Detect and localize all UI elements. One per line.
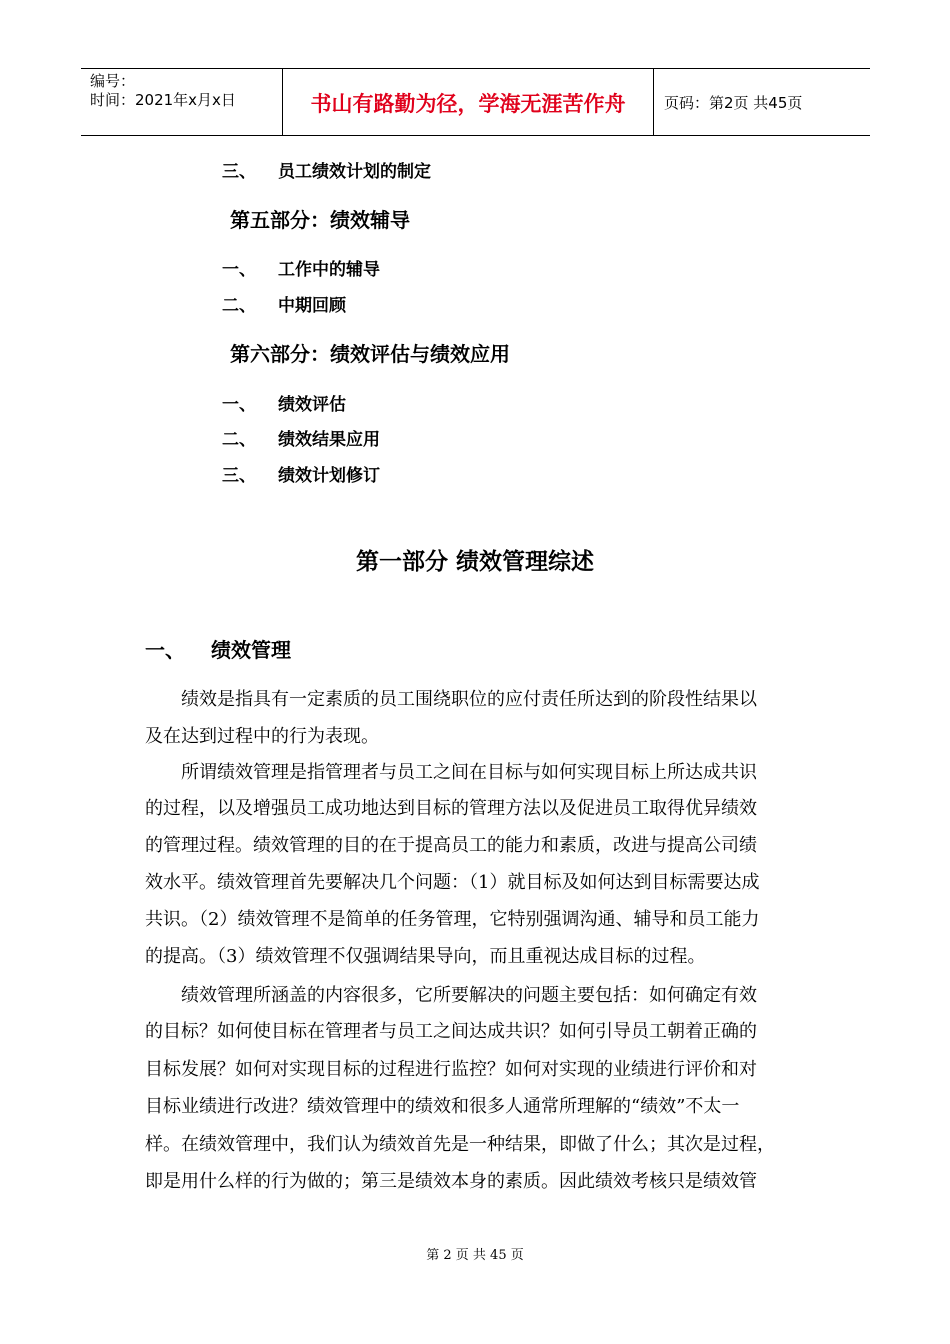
toc-item-text: 中期回顾 bbox=[278, 296, 346, 316]
chapter-title: 第一部分 绩效管理综述 bbox=[355, 549, 594, 575]
paragraph-line: 及在达到过程中的行为表现。 bbox=[145, 726, 379, 747]
paragraph-line: 所谓绩效管理是指管理者与员工之间在目标与如何实现目标上所达成共识 bbox=[181, 762, 757, 783]
paragraph-line: 目标发展？如何对实现目标的过程进行监控？如何对实现的业绩进行评价和对 bbox=[145, 1059, 757, 1080]
paragraph-line: 共识。（2）绩效管理不是简单的任务管理，它特别强调沟通、辅导和员工能力 bbox=[145, 909, 760, 930]
toc-item-number: 三、 bbox=[222, 466, 256, 486]
paragraph-line: 的目标？如何使目标在管理者与员工之间达成共识？如何引导员工朝着正确的 bbox=[145, 1021, 757, 1042]
toc-item bbox=[0, 295, 950, 317]
toc-item-text: 工作中的辅导 bbox=[278, 260, 380, 280]
paragraph-line: 绩效管理所涵盖的内容很多，它所要解决的问题主要包括：如何确定有效 bbox=[181, 985, 757, 1006]
header-left-cell bbox=[81, 69, 282, 135]
toc-item-number: 三、 bbox=[222, 162, 256, 182]
toc-item-number: 一、 bbox=[222, 260, 256, 280]
header-middle-cell bbox=[282, 69, 654, 135]
toc-item-text: 员工绩效计划的制定 bbox=[278, 162, 431, 182]
page-header bbox=[81, 68, 870, 136]
toc-item-number: 二、 bbox=[222, 430, 256, 450]
paragraph-line: 即是用什么样的行为做的；第三是绩效本身的素质。因此绩效考核只是绩效管 bbox=[145, 1171, 757, 1192]
paragraph-line: 样。在绩效管理中，我们认为绩效首先是一种结果，即做了什么；其次是过程， bbox=[145, 1134, 775, 1155]
page-footer: 第 2 页 共 45 页 bbox=[426, 1248, 524, 1263]
header-page-info: 页码：第2页 共45页 bbox=[664, 94, 803, 112]
paragraph-line: 的提高。（3）绩效管理不仅强调结果导向，而且重视达成目标的过程。 bbox=[145, 946, 706, 967]
header-motto: 书山有路勤为径，学海无涯苦作舟 bbox=[310, 92, 626, 116]
toc-item bbox=[0, 394, 950, 416]
paragraph-line: 的管理过程。绩效管理的目的在于提高员工的能力和素质，改进与提高公司绩 bbox=[145, 835, 757, 856]
paragraph-line: 效水平。绩效管理首先要解决几个问题：（1）就目标及如何达到目标需要达成 bbox=[145, 872, 760, 893]
section-title: 绩效管理 bbox=[211, 638, 291, 662]
toc-part-title: 第五部分：绩效辅导 bbox=[230, 208, 410, 232]
toc-item-number: 一、 bbox=[222, 395, 256, 415]
toc-part-title: 第六部分：绩效评估与绩效应用 bbox=[230, 342, 510, 366]
toc-item-text: 绩效评估 bbox=[278, 395, 346, 415]
document-time-label: 时间：2021年x月x日 bbox=[90, 91, 236, 109]
toc-item bbox=[0, 429, 950, 451]
document-number-label: 编号： bbox=[90, 72, 136, 90]
paragraph-line: 的过程，以及增强员工成功地达到目标的管理方法以及促进员工取得优异绩效 bbox=[145, 798, 757, 819]
toc-item bbox=[0, 161, 950, 183]
paragraph-line: 绩效是指具有一定素质的员工围绕职位的应付责任所达到的阶段性结果以 bbox=[181, 689, 757, 710]
toc-item-text: 绩效计划修订 bbox=[278, 466, 380, 486]
paragraph-line: 目标业绩进行改进？绩效管理中的绩效和很多人通常所理解的“绩效”不太一 bbox=[145, 1096, 740, 1117]
toc-item-text: 绩效结果应用 bbox=[278, 430, 380, 450]
header-right-cell bbox=[654, 69, 870, 135]
toc-item bbox=[0, 259, 950, 281]
toc-item-number: 二、 bbox=[222, 296, 256, 316]
section-number: 一、 bbox=[145, 638, 185, 662]
toc-item bbox=[0, 465, 950, 487]
